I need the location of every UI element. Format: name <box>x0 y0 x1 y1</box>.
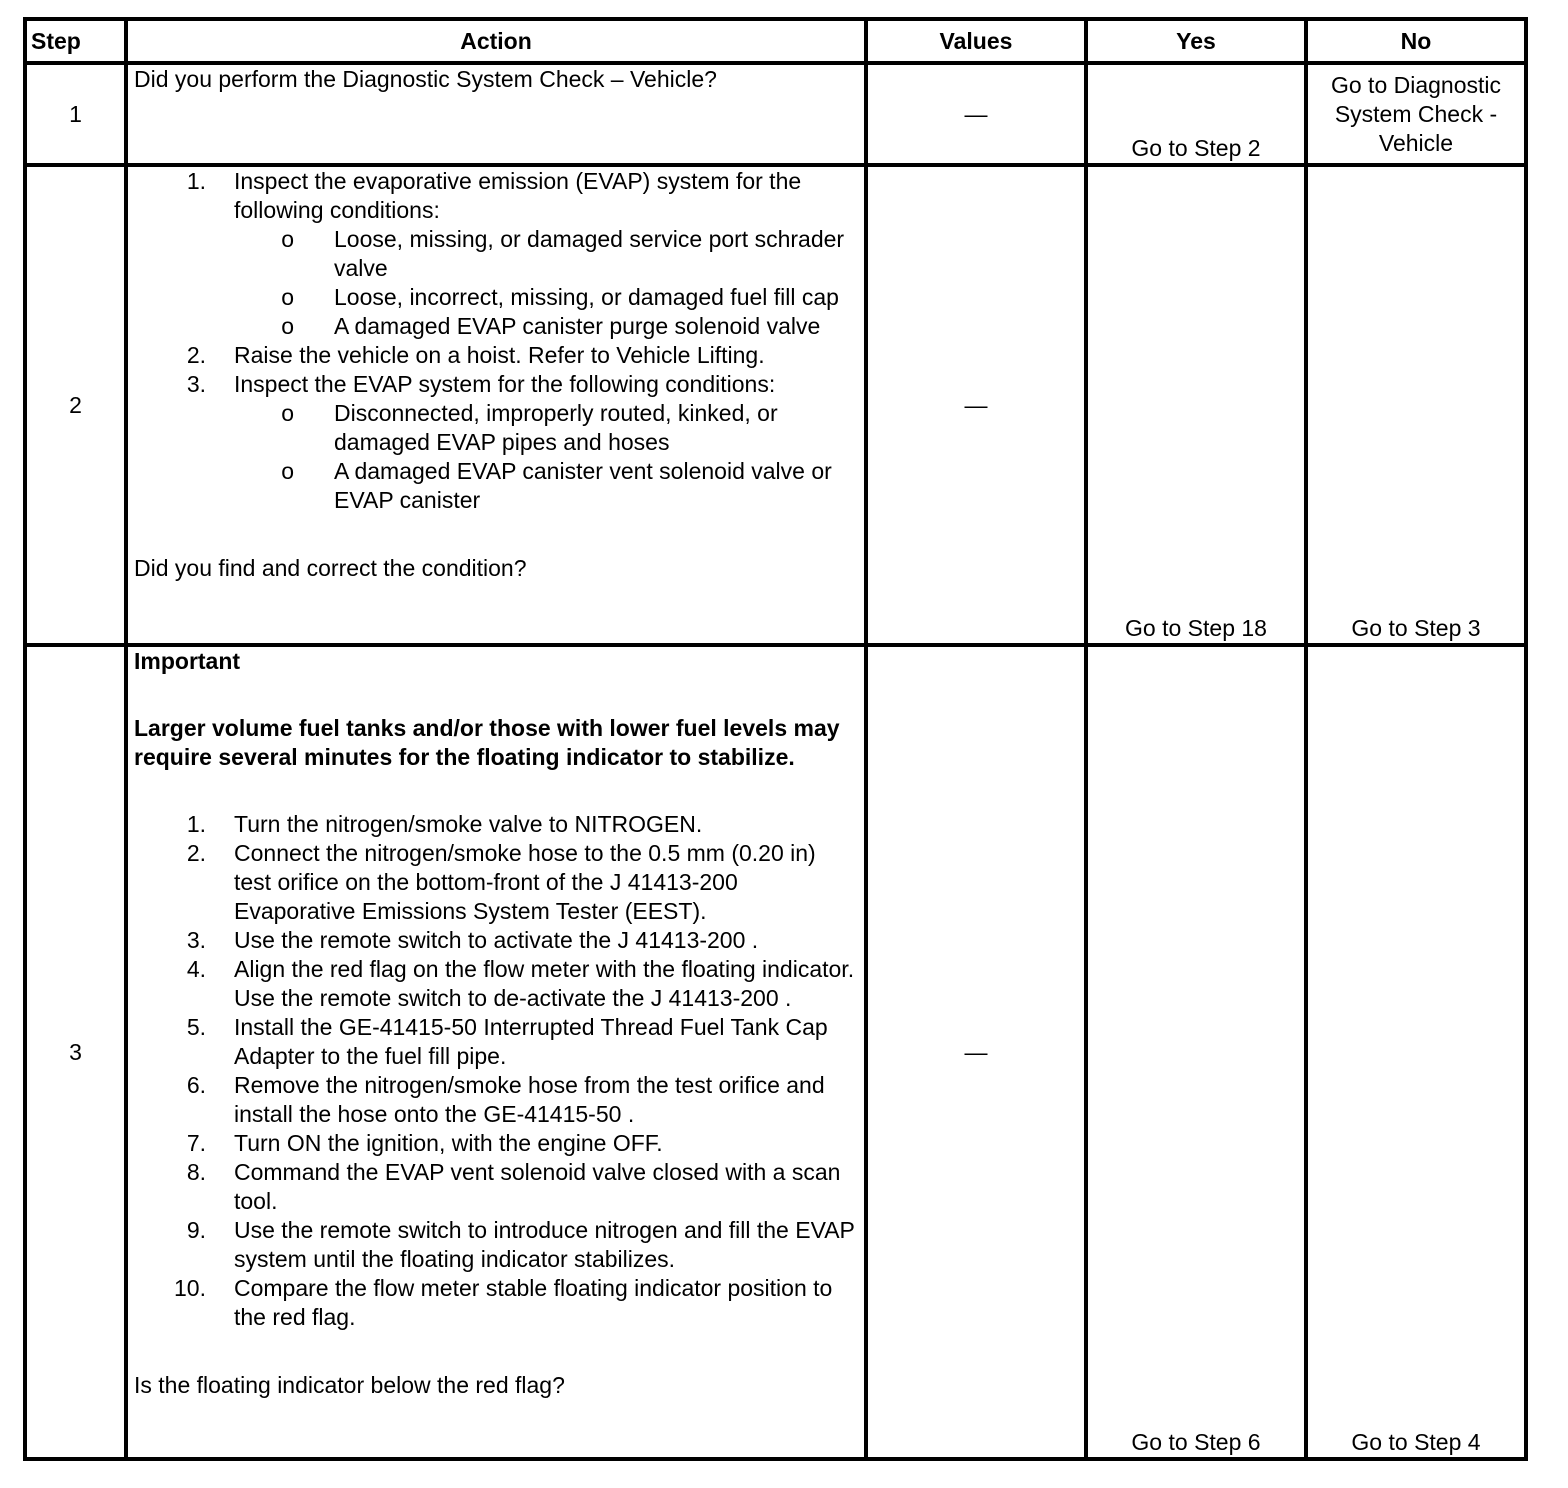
list-number: 5. <box>186 1014 206 1040</box>
procedure-list <box>134 810 858 1332</box>
bullet-marker: o <box>281 284 294 310</box>
list-item <box>134 1216 858 1274</box>
sub-list-item <box>134 225 858 283</box>
action-cell <box>126 63 866 165</box>
values-cell: — <box>866 63 1086 165</box>
list-text: Turn the nitrogen/smoke valve to NITROGEN. <box>234 811 703 837</box>
list-number: 1. <box>186 811 206 837</box>
step-number: 3 <box>25 645 126 1459</box>
list-item <box>134 1013 858 1071</box>
list-text: Inspect the evaporative emission (EVAP) system for the following conditions: <box>234 168 802 223</box>
sub-text: Loose, incorrect, missing, or damaged fuel fill cap <box>334 284 839 310</box>
yes-link[interactable]: Go to Step 2 <box>1086 63 1306 165</box>
list-item <box>134 1158 858 1216</box>
list-number: 2. <box>186 342 206 368</box>
list-text: Install the GE-41415-50 Interrupted Thread Fuel Tank Cap Adapter to the fuel fill pipe. <box>234 1014 828 1069</box>
list-item <box>134 926 858 955</box>
list-text: Connect the nitrogen/smoke hose to the 0.5 mm (0.20 in) test orifice on the bottom-front of the J 41413-200 Evaporative Emissions System Tester (EEST). <box>234 840 816 924</box>
action-question: Is the floating indicator below the red flag? <box>134 1372 565 1398</box>
list-number: 7. <box>186 1130 206 1156</box>
procedure-list <box>134 167 858 515</box>
list-item <box>134 1071 858 1129</box>
action-question: Did you find and correct the condition? <box>134 555 527 581</box>
sub-text: A damaged EVAP canister purge solenoid valve <box>334 313 821 339</box>
header-values: Values <box>866 19 1086 63</box>
list-number: 4. <box>186 956 206 982</box>
list-number: 2. <box>186 840 206 866</box>
list-item <box>134 1129 858 1158</box>
sub-list-item <box>134 283 858 312</box>
list-text: Remove the nitrogen/smoke hose from the test orifice and install the hose onto the GE-41415-50 . <box>234 1072 825 1127</box>
sub-text: Disconnected, improperly routed, kinked, or damaged EVAP pipes and hoses <box>334 400 778 455</box>
table-row <box>25 645 1526 1459</box>
list-text: Use the remote switch to introduce nitrogen and fill the EVAP system until the floating indicator stabilizes. <box>234 1217 855 1272</box>
header-yes: Yes <box>1086 19 1306 63</box>
list-text: Align the red flag on the flow meter with the floating indicator. Use the remote switch to de-activate the J 41413-200 . <box>234 956 855 1011</box>
list-item <box>134 167 858 225</box>
header-action: Action <box>126 19 866 63</box>
no-link[interactable]: Go to Step 3 <box>1306 165 1526 645</box>
action-cell <box>126 165 866 645</box>
sub-text: Loose, missing, or damaged service port schrader valve <box>334 226 845 281</box>
list-text: Command the EVAP vent solenoid valve closed with a scan tool. <box>234 1159 841 1214</box>
important-text: Larger volume fuel tanks and/or those with lower fuel levels may require several minutes for the floating indicator to stabilize. <box>134 715 840 770</box>
table-row <box>25 63 1526 165</box>
values-cell: — <box>866 645 1086 1459</box>
list-number: 6. <box>186 1072 206 1098</box>
sub-list-item <box>134 399 858 457</box>
list-number: 9. <box>186 1217 206 1243</box>
list-item <box>134 955 858 1013</box>
list-item <box>134 341 858 370</box>
list-number: 1. <box>186 168 206 194</box>
list-number: 10. <box>174 1275 206 1301</box>
no-link[interactable]: Go to Diagnostic System Check - Vehicle <box>1306 63 1526 165</box>
bullet-marker: o <box>281 458 294 484</box>
no-link[interactable]: Go to Step 4 <box>1306 645 1526 1459</box>
bullet-marker: o <box>281 400 294 426</box>
important-title: Important <box>134 648 241 674</box>
step-number: 2 <box>25 165 126 645</box>
list-number: 8. <box>186 1159 206 1185</box>
header-row <box>25 19 1526 63</box>
sub-list-item <box>134 457 858 515</box>
header-no: No <box>1306 19 1526 63</box>
list-item <box>134 810 858 839</box>
sub-text: A damaged EVAP canister vent solenoid valve or EVAP canister <box>334 458 832 513</box>
header-step: Step <box>25 19 126 63</box>
list-item <box>134 839 858 926</box>
yes-link[interactable]: Go to Step 18 <box>1086 165 1306 645</box>
values-cell: — <box>866 165 1086 645</box>
sub-list-item <box>134 312 858 341</box>
list-item <box>134 1274 858 1332</box>
diagnostic-table <box>23 17 1528 1461</box>
step-number: 1 <box>25 63 126 165</box>
action-cell <box>126 645 866 1459</box>
bullet-marker: o <box>281 313 294 339</box>
list-text: Compare the flow meter stable floating indicator position to the red flag. <box>234 1275 833 1330</box>
list-item <box>134 370 858 399</box>
list-number: 3. <box>186 371 206 397</box>
action-question: Did you perform the Diagnostic System Check – Vehicle? <box>134 66 717 92</box>
list-text: Use the remote switch to activate the J 41413-200 . <box>234 927 759 953</box>
list-text: Turn ON the ignition, with the engine OFF. <box>234 1130 663 1156</box>
bullet-marker: o <box>281 226 294 252</box>
table-row <box>25 165 1526 645</box>
list-text: Raise the vehicle on a hoist. Refer to Vehicle Lifting. <box>234 342 765 368</box>
yes-link[interactable]: Go to Step 6 <box>1086 645 1306 1459</box>
list-text: Inspect the EVAP system for the following conditions: <box>234 371 776 397</box>
list-number: 3. <box>186 927 206 953</box>
